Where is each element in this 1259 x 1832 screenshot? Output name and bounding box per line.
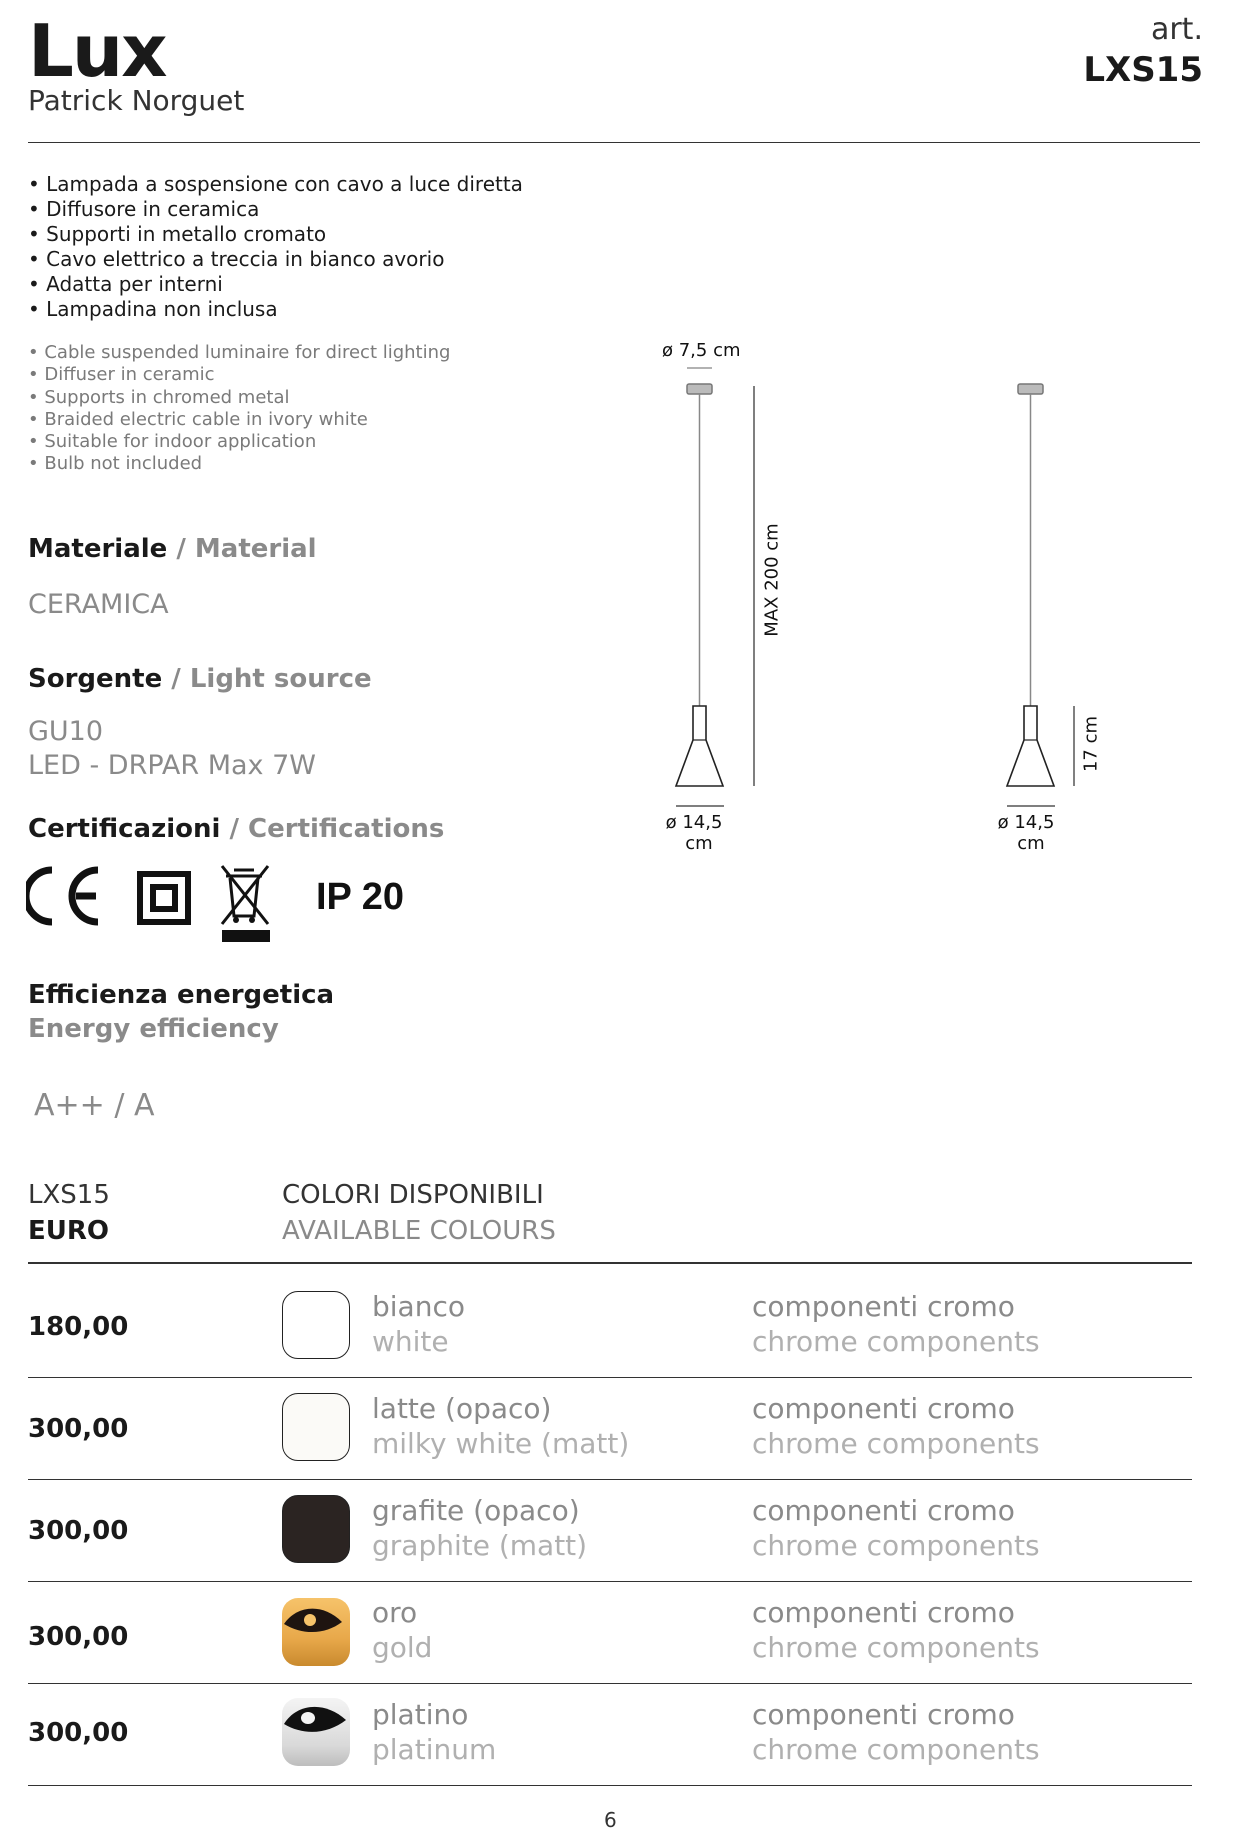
feature-item: • Lampadina non inclusa — [28, 297, 278, 321]
source-heading — [28, 664, 372, 694]
color-name-en: platinum — [372, 1733, 497, 1766]
designer-name: Patrick Norguet — [28, 84, 245, 117]
color-swatch — [282, 1291, 350, 1359]
article-label: art. — [1150, 12, 1203, 47]
material-label-it: Materiale — [28, 534, 168, 564]
component-it: componenti cromo — [752, 1290, 1015, 1323]
cert-label-en: / Certifications — [220, 814, 445, 844]
diameter-left-unit: cm — [685, 833, 713, 854]
table-header-divider — [28, 1262, 1192, 1264]
feature-item: • Diffuser in ceramic — [28, 364, 215, 386]
row-price: 300,00 — [28, 1414, 129, 1444]
colors-heading-en: AVAILABLE COLOURS — [282, 1216, 556, 1246]
source-label-it: Sorgente — [28, 664, 163, 694]
material-value: CERAMICA — [28, 589, 169, 620]
row-price: 180,00 — [28, 1312, 129, 1342]
weee-bin-icon — [222, 866, 270, 942]
colors-heading-it: COLORI DISPONIBILI — [282, 1180, 544, 1210]
feature-item: • Bulb not included — [28, 453, 203, 475]
gold-reflection-icon — [282, 1598, 350, 1666]
color-name-en: milky white (matt) — [372, 1427, 630, 1460]
color-swatch — [282, 1495, 350, 1563]
component-en: chrome components — [752, 1529, 1040, 1562]
component-it: componenti cromo — [752, 1596, 1015, 1629]
component-it: componenti cromo — [752, 1698, 1015, 1731]
color-name-it: oro — [372, 1596, 418, 1629]
feature-item: • Cavo elettrico a treccia in bianco avorio — [28, 247, 445, 271]
table-row — [28, 1480, 1192, 1582]
table-code: LXS15 — [28, 1180, 110, 1210]
component-en: chrome components — [752, 1325, 1040, 1358]
feature-item: • Braided electric cable in ivory white — [28, 408, 368, 430]
component-en: chrome components — [752, 1631, 1040, 1664]
table-currency: EURO — [28, 1216, 109, 1246]
source-value-1: GU10 — [28, 716, 104, 747]
lamp-drawing-right — [1007, 384, 1074, 806]
product-title: Lux — [28, 9, 166, 93]
table-row — [28, 1378, 1192, 1480]
ip-rating: IP 20 — [316, 876, 405, 918]
color-name-it: platino — [372, 1698, 469, 1731]
color-name-it: grafite (opaco) — [372, 1494, 580, 1527]
row-price: 300,00 — [28, 1718, 129, 1748]
features-italian — [28, 172, 523, 322]
color-swatch — [282, 1698, 350, 1766]
feature-item: • Suitable for indoor application — [28, 431, 317, 453]
efficiency-heading-it: Efficienza energetica — [28, 980, 335, 1010]
efficiency-heading-en: Energy efficiency — [28, 1014, 279, 1044]
color-name-en: gold — [372, 1631, 433, 1664]
efficiency-value: A++ / A — [34, 1088, 155, 1123]
material-heading — [28, 534, 317, 564]
diameter-left-value: ø 14,5 — [665, 812, 723, 833]
table-row — [28, 1276, 1192, 1378]
technical-drawing — [640, 330, 1120, 870]
feature-item: • Cable suspended luminaire for direct lighting — [28, 342, 451, 363]
diameter-right-unit: cm — [1017, 833, 1045, 854]
material-label-en: / Material — [167, 534, 317, 564]
row-divider — [28, 1785, 1192, 1787]
platinum-reflection-icon — [282, 1698, 350, 1766]
table-row — [28, 1684, 1192, 1786]
color-swatch — [282, 1598, 350, 1666]
table-row — [28, 1582, 1192, 1684]
color-swatch — [282, 1393, 350, 1461]
features-english — [28, 342, 450, 476]
component-it: componenti cromo — [752, 1392, 1015, 1425]
component-en: chrome components — [752, 1427, 1040, 1460]
color-name-it: bianco — [372, 1290, 465, 1323]
max-length-label: MAX 200 cm — [761, 523, 783, 637]
row-price: 300,00 — [28, 1622, 129, 1652]
feature-item: • Supporti in metallo cromato — [28, 222, 327, 246]
diameter-left — [665, 812, 726, 854]
component-en: chrome components — [752, 1733, 1040, 1766]
cert-label-it: Certificazioni — [28, 814, 221, 844]
component-it: componenti cromo — [752, 1494, 1015, 1527]
color-name-en: graphite (matt) — [372, 1529, 588, 1562]
source-label-en: / Light source — [162, 664, 372, 694]
double-insulation-icon — [140, 874, 188, 922]
color-name-en: white — [372, 1325, 449, 1358]
source-value-2: LED - DRPAR Max 7W — [28, 750, 316, 781]
page-number: 6 — [604, 1808, 617, 1832]
ce-mark-icon — [26, 870, 98, 922]
feature-item: • Lampada a sospensione con cavo a luce diretta — [28, 172, 523, 196]
diameter-right-value: ø 14,5 — [997, 812, 1055, 833]
row-price: 300,00 — [28, 1516, 129, 1546]
feature-item: • Diffusore in ceramica — [28, 197, 260, 221]
canopy-diameter: ø 7,5 cm — [662, 340, 741, 361]
diameter-right — [997, 812, 1058, 854]
certification-marks — [26, 862, 286, 944]
certifications-heading — [28, 814, 444, 844]
color-name-it: latte (opaco) — [372, 1392, 552, 1425]
header-divider — [28, 142, 1200, 143]
article-code: LXS15 — [1083, 50, 1203, 90]
feature-item: • Supports in chromed metal — [28, 386, 290, 408]
lamp-drawing-left — [676, 368, 754, 806]
feature-item: • Adatta per interni — [28, 272, 223, 296]
height-label: 17 cm — [1080, 715, 1102, 773]
